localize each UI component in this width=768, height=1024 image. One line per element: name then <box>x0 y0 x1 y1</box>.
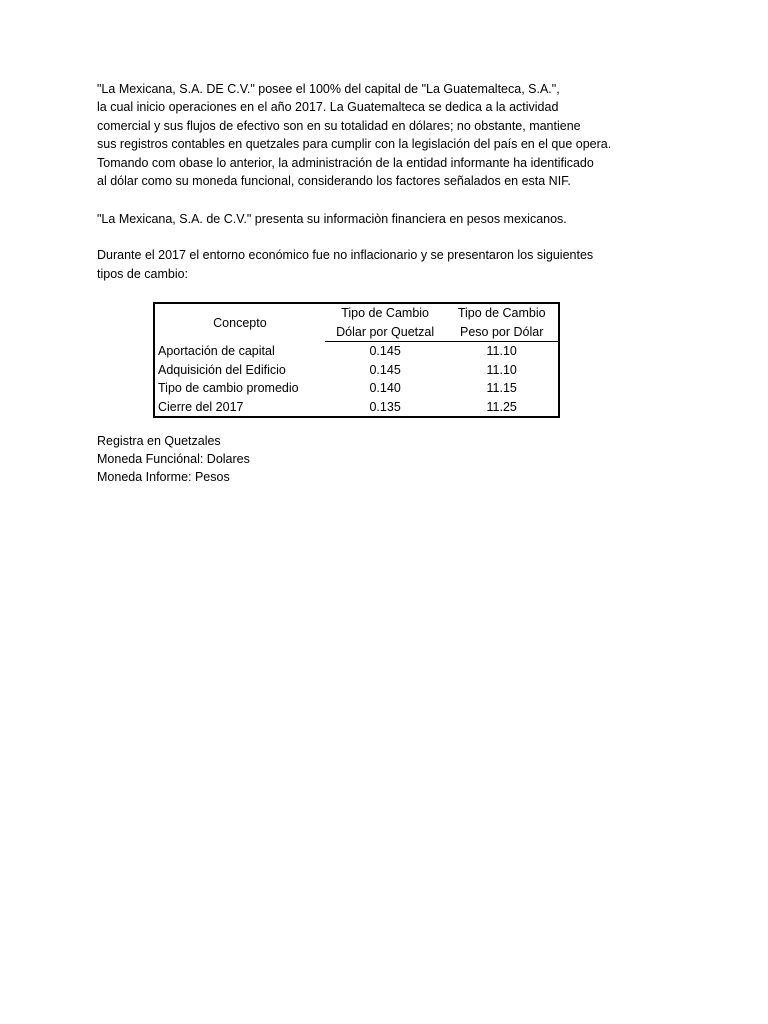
intro-line: Tomando com obase lo anterior, la administración de la entidad informante ha identificado <box>97 155 594 170</box>
note-reporting-currency: Moneda Informe: Pesos <box>97 470 230 484</box>
header-quetzal-line1: Tipo de Cambio <box>341 306 430 320</box>
intro-line: sus registros contables en quetzales para cumplir con la legislación del país en el que opera. <box>97 137 612 152</box>
note-functional-currency: Moneda Funciónal: Dolares <box>97 452 250 466</box>
exchange-rates-table <box>153 302 560 418</box>
note-recording-currency: Registra en Quetzales <box>97 434 221 448</box>
row-quetzal-rate: 0.140 <box>369 381 401 395</box>
intro-line: la cual inicio operaciones en el año 2017. La Guatemalteca se dedica a la actividad <box>97 100 559 115</box>
table-row <box>154 379 559 398</box>
reporting-currency-paragraph: "La Mexicana, S.A. de C.V." presenta su informaciòn financiera en pesos mexicanos. <box>97 212 567 226</box>
row-peso-rate: 11.15 <box>486 381 517 395</box>
header-peso-line2: Peso por Dólar <box>445 323 559 342</box>
context-line: tipos de cambio: <box>97 266 189 281</box>
header-quetzal-line2: Dólar por Quetzal <box>325 323 446 342</box>
exchange-context-paragraph <box>97 246 593 283</box>
row-peso-rate: 11.10 <box>486 344 517 358</box>
currency-notes <box>97 432 250 486</box>
table-row <box>154 361 559 380</box>
table-row <box>154 342 559 361</box>
row-concept: Tipo de cambio promedio <box>158 381 299 395</box>
row-quetzal-rate: 0.135 <box>369 399 401 414</box>
intro-line: comercial y sus flujos de efectivo son en su totalidad en dólares; no obstante, mantiene <box>97 118 581 133</box>
intro-line: "La Mexicana, S.A. DE C.V." posee el 100% del capital de "La Guatemalteca, S.A.", <box>97 82 560 96</box>
intro-line: al dólar como su moneda funcional, considerando los factores señalados en esta NIF. <box>97 174 571 189</box>
row-concept: Aportación de capital <box>158 343 275 358</box>
row-concept: Cierre del 2017 <box>158 399 244 414</box>
row-peso-rate: 11.10 <box>486 362 517 377</box>
row-concept: Adquisición del Edificio <box>158 362 286 377</box>
row-quetzal-rate: 0.145 <box>369 344 401 358</box>
table-row <box>154 398 559 418</box>
row-quetzal-rate: 0.145 <box>369 362 401 377</box>
context-line: Durante el 2017 el entorno económico fue no inflacionario y se presentaron los siguientes <box>97 248 594 262</box>
intro-paragraph <box>97 80 657 190</box>
header-concept: Concepto <box>213 315 267 330</box>
row-peso-rate: 11.25 <box>486 399 517 414</box>
header-peso-line1: Tipo de Cambio <box>457 306 546 320</box>
